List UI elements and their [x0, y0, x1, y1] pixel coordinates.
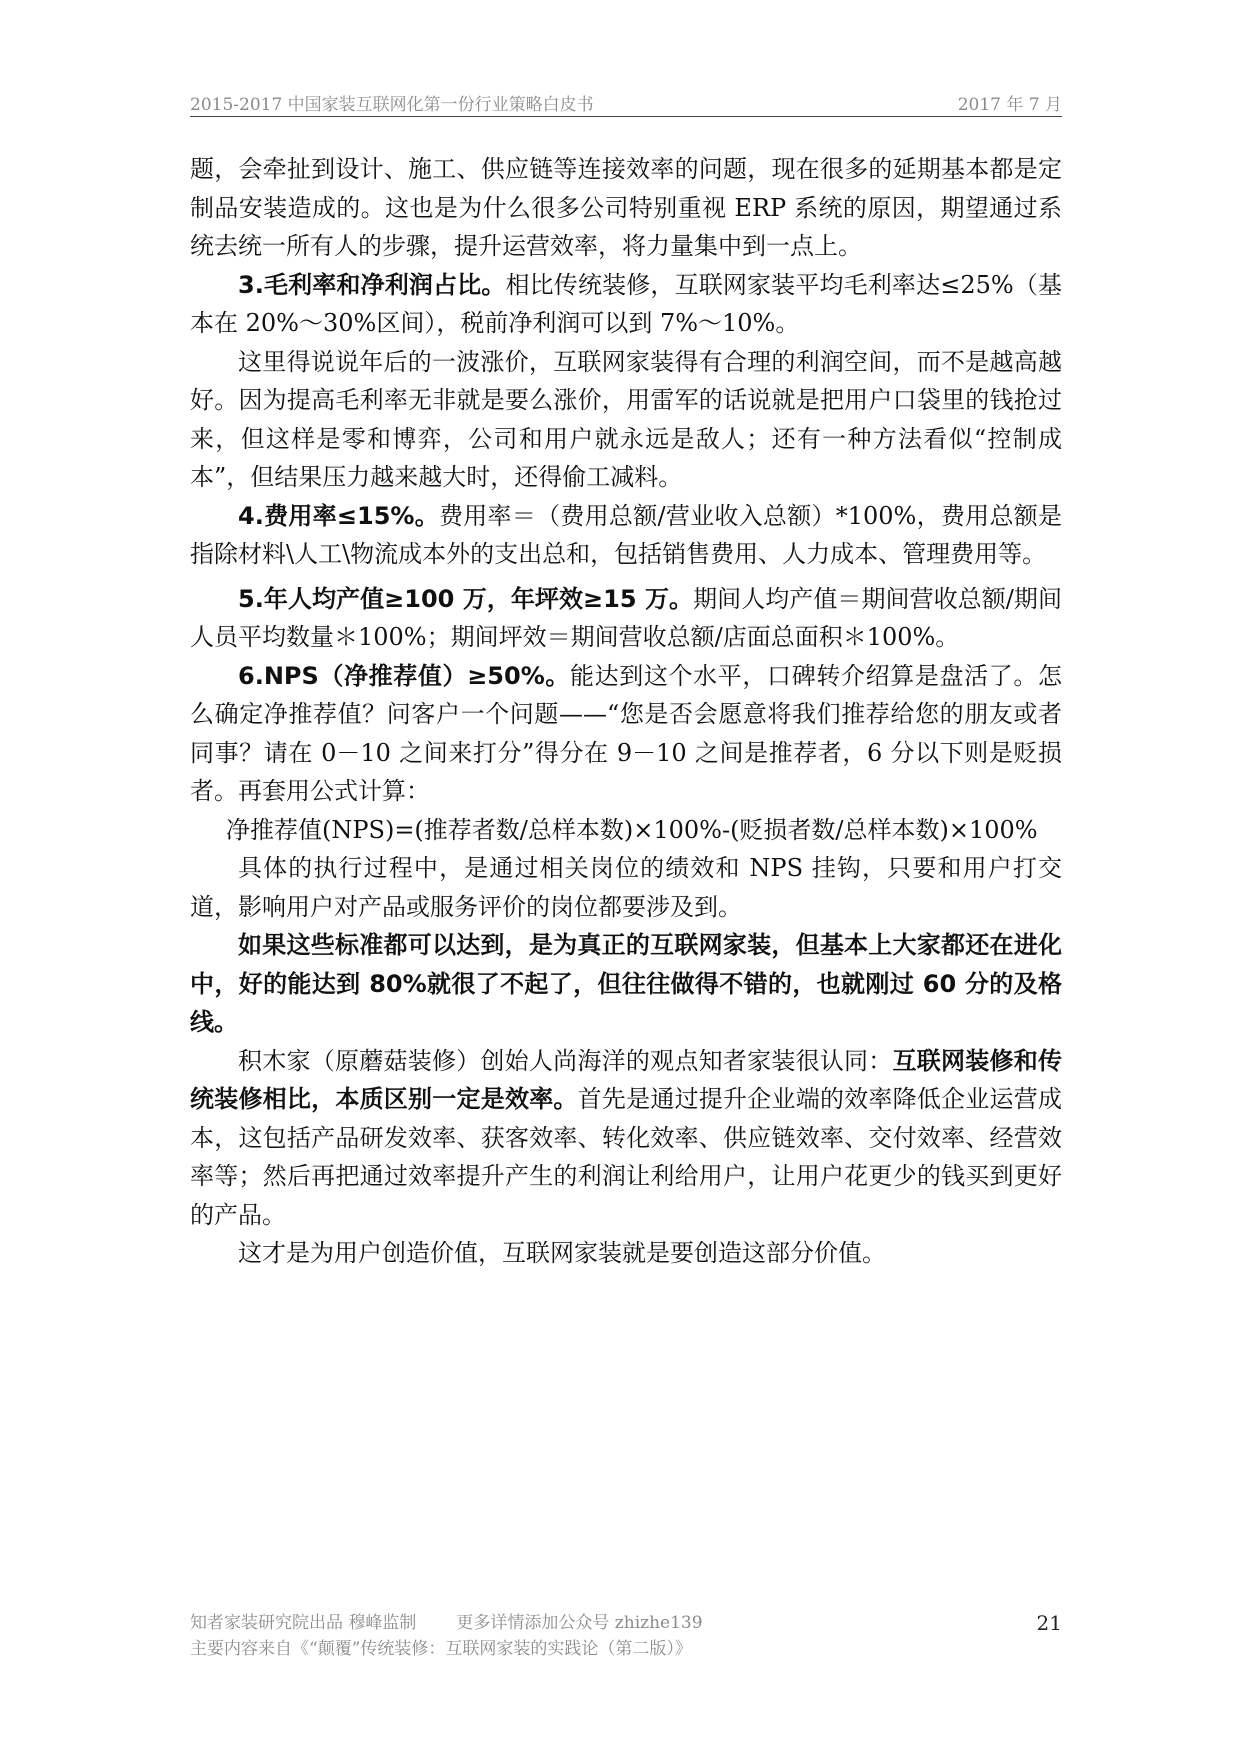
text-efficiency-bold: 互联网装修和传统装修相比，本质区别一定是效率。 [190, 1046, 1063, 1113]
paragraph-nps [190, 657, 1062, 811]
page-footer [190, 1610, 1062, 1662]
header-date: 2017 年 7 月 [957, 95, 1062, 115]
heading-gross-margin: 3.毛利率和净利润占比。 [238, 270, 506, 299]
text-gross-margin: 相比传统装修，互联网家装平均毛利率达≤25%（基本在 20%～30%区间），税前净利润可以到 7%～10%。 [190, 270, 1062, 337]
footer-wechat: 更多详情添加公众号 zhizhe139 [456, 1613, 703, 1633]
page-header [190, 86, 1062, 114]
text-nps: 能达到这个水平，口碑转介绍算是盘活了。怎么确定净推荐值？问客户一个问题——“您是否会愿意将我们推荐给您的朋友或者同事？请在 0－10 之间来打分”得分在 9－10 之间是推荐者，6 分以下则是贬损者。再套用公式计算： [190, 661, 1062, 805]
text-output: 期间人均产值＝期间营收总额/期间人员平均数量＊100%；期间坪效＝期间营收总额/店面总面积＊100%。 [190, 584, 1062, 651]
footer-source: 主要内容来自《“颠覆”传统装修：互联网家装的实践论（第二版）》 [190, 1639, 692, 1659]
footer-producer: 知者家装研究院出品 穆峰监制 [190, 1613, 417, 1633]
paragraph-1: 题，会牵扯到设计、施工、供应链等连接效率的问题，现在很多的延期基本都是定制品安装造成的。这也是为什么很多公司特别重视 ERP 系统的原因，期望通过系统去统一所有人的步骤，提升运营效率，将力量集中到一点上。 [190, 155, 1062, 260]
text-expense-ratio: 费用率＝（费用总额/营业收入总额）*100%，费用总额是指除材料\人工\物流成本外的支出总和，包括销售费用、人力成本、管理费用等。 [190, 501, 1062, 568]
paragraph-expense-ratio [190, 497, 1062, 574]
paragraph-price-rise: 这里得说说年后的一波涨价，互联网家装得有合理的利润空间，而不是越高越好。因为提高毛利率无非就是要么涨价，用雷军的话说就是把用户口袋里的钱抢过来，但这样是零和博弈，公司和用户就永远是敌人；还有一种方法看似“控制成本”，但结果压力越来越大时，还得偷工减料。 [190, 347, 1062, 491]
paragraph-nps-execution: 具体的执行过程中，是通过相关岗位的绩效和 NPS 挂钩，只要和用户打交道，影响用户对产品或服务评价的岗位都要涉及到。 [190, 854, 1062, 921]
footer-line-1 [190, 1610, 1062, 1636]
text-efficiency-detail: 首先是通过提升企业端的效率降低企业运营成本，这包括产品研发效率、获客效率、转化效率、供应链效率、交付效率、经营效率等；然后再把通过效率提升产生的利润让利给用户，让用户花更少的钱买到更好的产品。 [190, 1085, 1062, 1229]
heading-expense-ratio: 4.费用率≤15%。 [238, 501, 440, 530]
nps-formula: 净推荐值(NPS)=(推荐者数/总样本数)×100%-(贬损者数/总样本数)×100% [226, 815, 1038, 844]
page-number: 21 [1036, 1611, 1062, 1635]
heading-output: 5.年人均产值≥100 万，年坪效≥15 万。 [238, 584, 694, 613]
document-body [190, 150, 1062, 1273]
header-title: 2015-2017 中国家装互联网化第一份行业策略白皮书 [190, 95, 594, 115]
heading-nps: 6.NPS（净推荐值）≥50%。 [238, 661, 571, 690]
paragraph-gross-margin [190, 266, 1062, 343]
text-conclusion-bold: 如果这些标准都可以达到，是为真正的互联网家装，但基本上大家都还在进化中，好的能达到 80%就很了不起了，但往往做得不错的，也就刚过 60 分的及格线。 [190, 931, 1062, 1036]
text-efficiency-intro: 积木家（原蘑菇装修）创始人尚海洋的观点知者家装很认同： [238, 1046, 893, 1075]
paragraph-output [190, 580, 1062, 657]
paragraph-conclusion [190, 926, 1062, 1042]
paragraph-efficiency [190, 1042, 1062, 1235]
paragraph-closing: 这才是为用户创造价值，互联网家装就是要创造这部分价值。 [238, 1239, 886, 1267]
header-divider [190, 116, 1062, 117]
